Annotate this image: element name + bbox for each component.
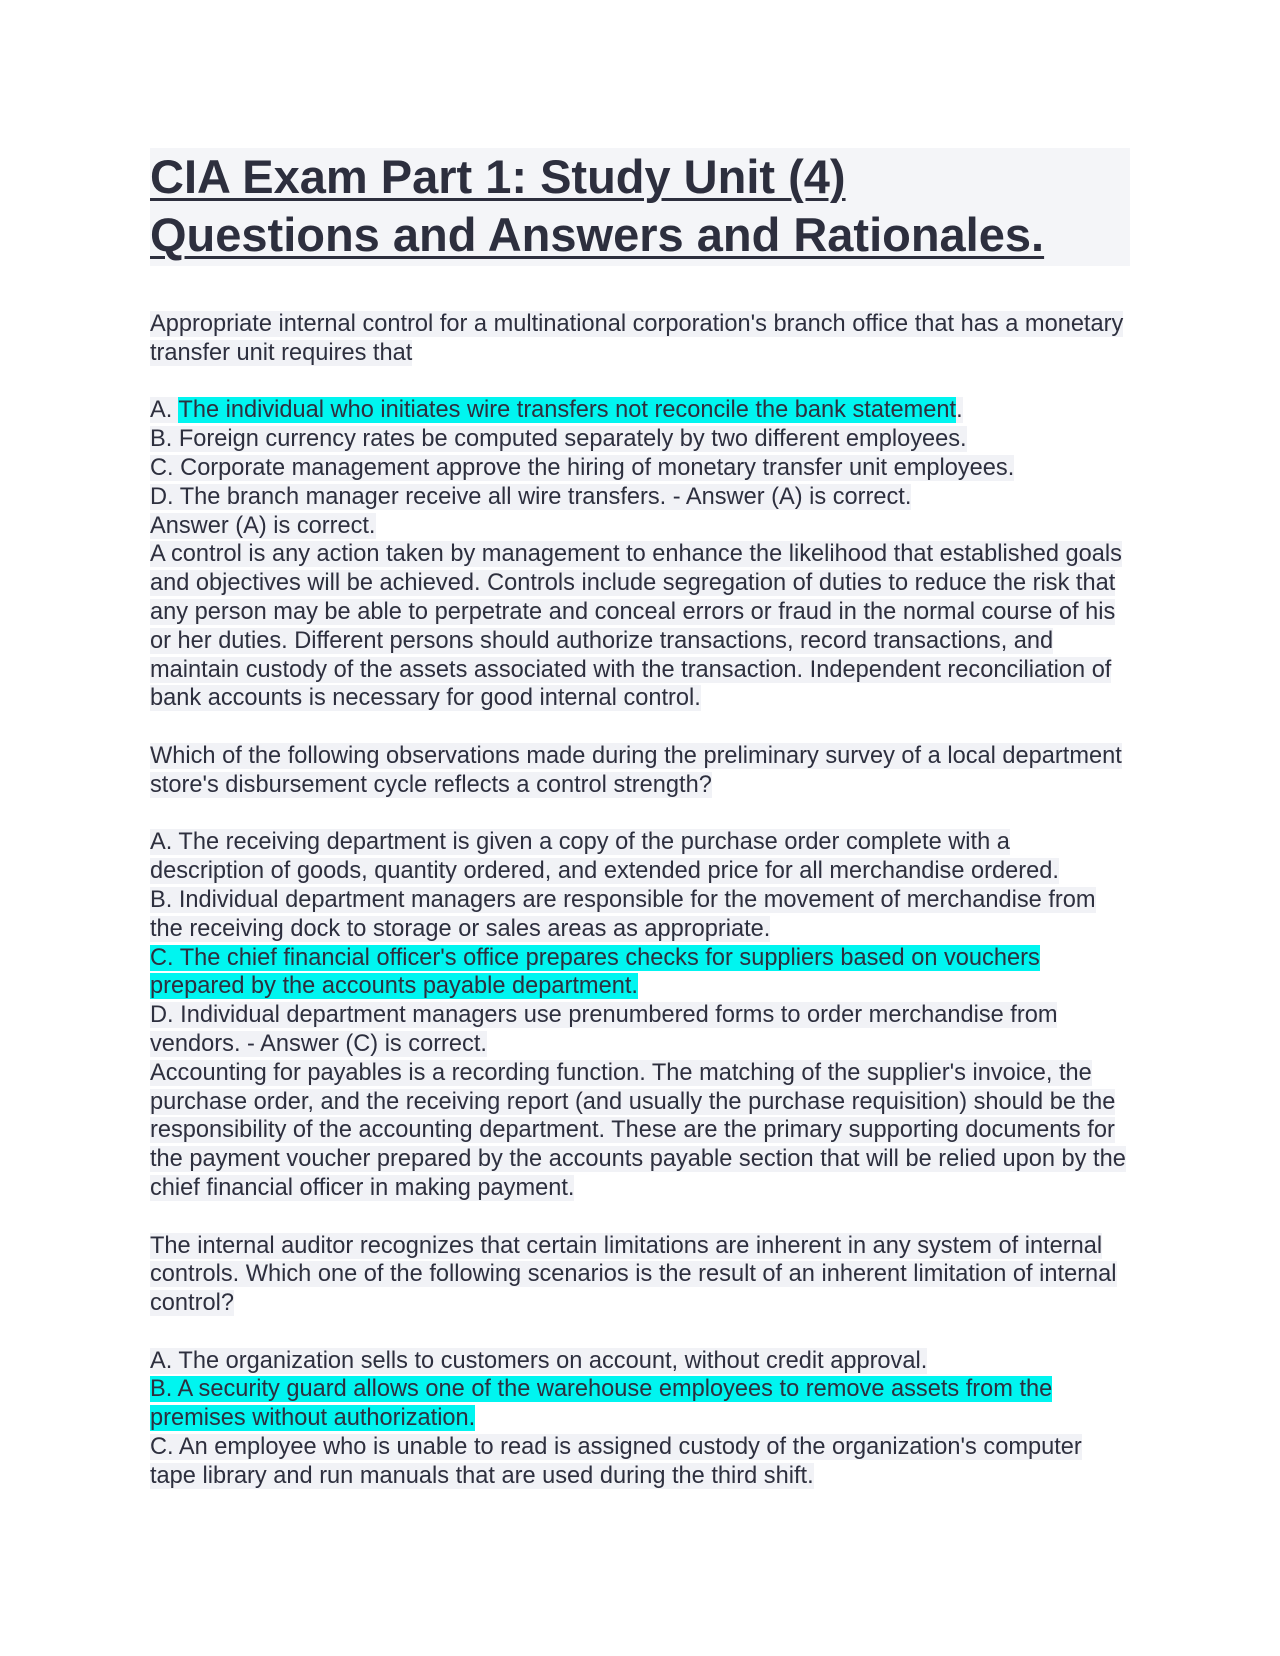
highlighted-answer: C. The chief financial officer's office prepares checks for suppliers based on vouchers prepared by the accounts payable department. — [150, 944, 1040, 1000]
question-1-option-a: A. The individual who initiates wire transfers not reconcile the bank statement. — [150, 397, 963, 424]
question-1 — [150, 310, 1130, 713]
question-1-rationale: A control is any action taken by management to enhance the likelihood that established goals and objectives will be achieved. Controls include segregation of duties to reduce the risk that any person may be able to perpetrate and conceal errors or fraud in the normal course of his or her duties. Different persons should authorize transactions, record transactions, and maintain custody of the assets associated with the transaction. Independent reconciliation of bank accounts is necessary for good internal control. — [150, 541, 1122, 712]
document-page — [150, 148, 1130, 1491]
question-3-option-a: A. The organization sells to customers on account, without credit approval. — [150, 1347, 928, 1374]
highlighted-answer: B. A security guard allows one of the warehouse employees to remove assets from the premises without authorization. — [150, 1376, 1053, 1432]
title-line-2: Questions and Answers and Rationales. — [150, 208, 1045, 261]
question-1-text: Appropriate internal control for a multinational corporation's branch office that has a monetary transfer unit requires that — [150, 311, 1124, 366]
question-1-answer: Answer (A) is correct. — [150, 512, 376, 539]
question-3-text: The internal auditor recognizes that certain limitations are inherent in any system of internal controls. Which one of the following scenarios is the result of an inherent limitation of internal control? — [150, 1232, 1117, 1317]
question-3-option-b — [150, 1375, 1130, 1433]
question-2-rationale: Accounting for payables is a recording function. The matching of the supplier's invoice, the purchase order, and the receiving report (and usually the purchase requisition) should be the responsibility of the accounting department. These are the primary supporting documents for the payment voucher prepared by the accounts payable section that will be relied upon by the chief financial officer in making payment. — [150, 1059, 1126, 1201]
question-1-option-b: B. Foreign currency rates be computed separately by two different employees. — [150, 426, 967, 453]
question-2-option-d: D. Individual department managers use prenumbered forms to order merchandise from vendors. - Answer (C) is correct. — [150, 1002, 1058, 1057]
title-line-1: CIA Exam Part 1: Study Unit (4) — [150, 150, 846, 203]
question-3-option-c: C. An employee who is unable to read is assigned custody of the organization's computer tape library and run manuals that are used during the third shift. — [150, 1434, 1082, 1489]
page-title — [150, 148, 1130, 264]
question-3 — [150, 1232, 1130, 1491]
highlighted-answer: The individual who initiates wire transfers not reconcile the bank statement — [178, 397, 957, 424]
question-2-option-b: B. Individual department managers are responsible for the movement of merchandise from the receiving dock to storage or sales areas as appropriate. — [150, 886, 1096, 942]
question-2-option-a: A. The receiving department is given a copy of the purchase order complete with a description of goods, quantity ordered, and extended price for all merchandise ordered. — [150, 829, 1059, 885]
question-1-option-c: C. Corporate management approve the hiring of monetary transfer unit employees. — [150, 454, 1015, 481]
question-2 — [150, 742, 1130, 1203]
question-2-option-c — [150, 944, 1130, 1002]
question-1-option-d: D. The branch manager receive all wire transfers. - Answer (A) is correct. — [150, 483, 912, 510]
question-2-text: Which of the following observations made during the preliminary survey of a local department store's disbursement cycle reflects a control strength? — [150, 742, 1122, 798]
title-block — [150, 148, 1130, 266]
